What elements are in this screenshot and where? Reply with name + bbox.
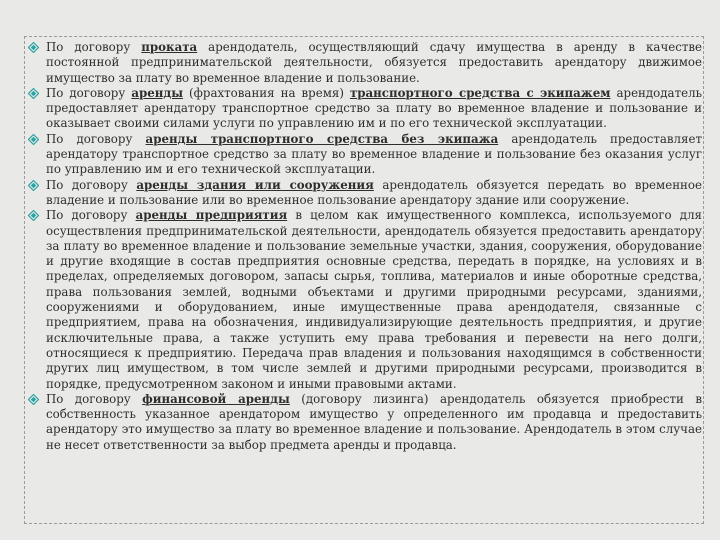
paragraph-text: [46, 40, 702, 85]
diamond-bullet-icon: [28, 180, 39, 191]
text-run: По договору: [46, 177, 137, 192]
paragraph-text: [46, 178, 702, 207]
emphasized-term: транспортного средства с экипажем: [349, 85, 611, 100]
diamond-bullet-icon: [28, 210, 39, 221]
text-run: По договору: [46, 85, 132, 100]
text-run: По договору: [46, 131, 146, 146]
text-run: в целом как имущественного комплекса, используемого для осуществления предпринимательской деятельности, арендодатель обязуется предоставить арендатору за плату во временное владение и пользование земельные участки, здания, сооружения, оборудование и другие входящие в состав предприятия основные средства, передать в порядке, на условиях и в пределах, определяемых договором, запасы сырья, топлива, материалов и иные оборотные средства, права пользования землей, водными объектами и другими природными ресурсами, зданиями, сооружениями и оборудованием, иные имущественные права арендодателя, связанные с предприятием, права на обозначения, индивидуализирующие деятельность предприятия, и другие исключительные права, а также уступить ему права требования и перевести на него долги, относящиеся к предприятию. Передача прав владения и пользования находящимся в собственности других лиц имуществом, в том числе землей и другими природными ресурсами, производится в порядке, предусмотренном законом и иными правовыми актами.: [46, 208, 703, 391]
bullet-paragraph: [26, 132, 702, 178]
text-content: [26, 40, 702, 453]
paragraph-text: [46, 208, 702, 390]
diamond-bullet-icon: [28, 394, 39, 405]
text-run: арендодатель предоставляет арендатору транспортное средство за плату во временное владение и пользование и оказывает своими силами услуги по управлению им и по его технической эксплуатации.: [46, 85, 702, 131]
bullet-paragraph: [26, 178, 702, 209]
text-run: По договору: [46, 391, 143, 406]
emphasized-term: проката: [141, 40, 198, 54]
text-run: арендодатель, осуществляющий сдачу имущества в аренду в качестве постоянной предпринимательской деятельности, обязуется предоставить арендатору движимое имущество за плату во временное владение и пользование.: [46, 40, 703, 85]
text-run: По договору: [46, 208, 136, 223]
text-run: (фрахтования на время): [183, 85, 350, 100]
emphasized-term: аренды: [131, 85, 184, 100]
emphasized-term: финансовой аренды: [142, 391, 290, 406]
diamond-bullet-icon: [28, 134, 39, 145]
diamond-bullet-icon: [28, 42, 39, 53]
text-run: арендодатель предоставляет арендатору транспортное средство за плату во временное владение и пользование без оказания услуг по управлению им и его технической эксплуатации.: [46, 131, 703, 177]
emphasized-term: аренды предприятия: [135, 208, 288, 223]
text-run: арендодатель обязуется передать во временное владение и пользование или во временное пользование арендатору здание или сооружение.: [46, 177, 703, 207]
bullet-paragraph: [26, 40, 702, 86]
paragraph-text: [46, 86, 702, 131]
paragraph-text: [46, 132, 702, 177]
bullet-paragraph: [26, 392, 702, 453]
diamond-bullet-icon: [28, 88, 39, 99]
bullet-paragraph: [26, 208, 702, 392]
bullet-paragraph: [26, 86, 702, 132]
text-run: По договору: [46, 40, 142, 54]
paragraph-text: [46, 392, 702, 452]
emphasized-term: аренды транспортного средства без экипажа: [145, 131, 499, 146]
emphasized-term: аренды здания или сооружения: [136, 177, 374, 192]
text-run: (договору лизинга) арендодатель обязуется приобрести в собственность указанное арендатором имущество у определенного им продавца и предоставить арендатору это имущество за плату во временное владение и пользование. Арендодатель в этом случае не несет ответственности за выбор предмета аренды и продавца.: [46, 391, 702, 452]
